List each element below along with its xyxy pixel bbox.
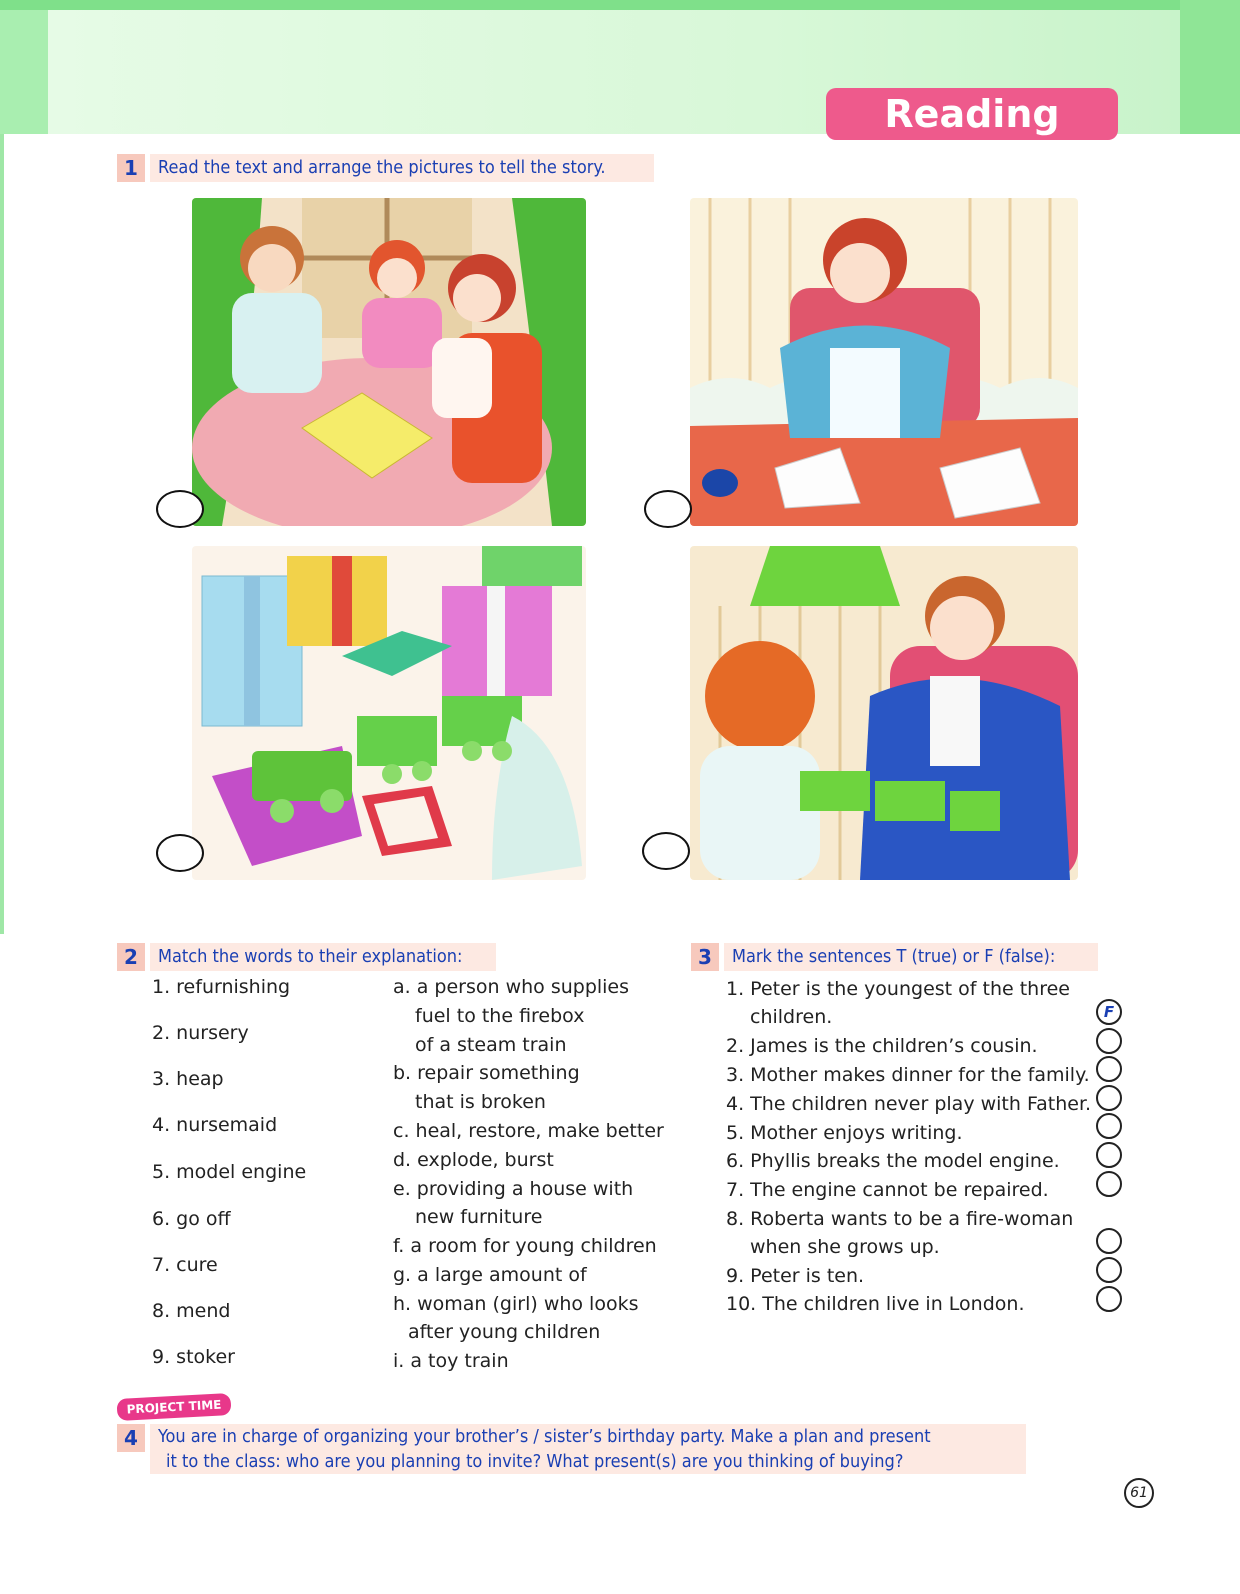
exercise-2-number: 2: [117, 943, 145, 971]
page-number: 61: [1124, 1478, 1154, 1508]
tf-sentence: 8. Roberta wants to be a fire-woman: [726, 1208, 1074, 1230]
tf-sentence: 3. Mother makes dinner for the family.: [726, 1064, 1090, 1086]
word-item: 2. nursery: [152, 1022, 249, 1044]
tf-answer-circle-7[interactable]: [1096, 1171, 1122, 1197]
explanation-line: f. a room for young children: [393, 1235, 657, 1257]
tf-answer-circle-1[interactable]: F: [1096, 999, 1122, 1025]
tf-sentence: 1. Peter is the youngest of the three: [726, 978, 1070, 1000]
project-line-1: You are in charge of organizing your brother’s / sister’s birthday party. Make a plan and present: [158, 1426, 931, 1447]
exercise-3-instruction: Mark the sentences T (true) or F (false):: [724, 943, 1098, 971]
explanation-line: e. providing a house with: [393, 1178, 634, 1200]
explanation-line: new furniture: [415, 1206, 543, 1228]
tf-answer-circle-9[interactable]: [1096, 1257, 1122, 1283]
tf-sentence: children.: [750, 1006, 833, 1028]
exercise-1-instruction: Read the text and arrange the pictures to tell the story.: [150, 154, 654, 182]
tf-sentence: 6. Phyllis breaks the model engine.: [726, 1150, 1060, 1172]
exercise-3-number: 3: [691, 943, 719, 971]
explanation-line: of a steam train: [415, 1034, 567, 1056]
picture-mother-writing: [690, 198, 1078, 526]
word-item: 4. nursemaid: [152, 1114, 278, 1136]
answer-circle-picture-4[interactable]: [642, 832, 690, 870]
answer-circle-picture-1[interactable]: [156, 490, 204, 528]
header-top-strip: [0, 0, 1240, 10]
tf-answer-circle-6[interactable]: [1096, 1142, 1122, 1168]
explanation-line: h. woman (girl) who looks: [393, 1293, 639, 1315]
explanation-line: fuel to the firebox: [415, 1005, 585, 1027]
tf-answer-circle-5[interactable]: [1096, 1113, 1122, 1139]
explanation-line: g. a large amount of: [393, 1264, 587, 1286]
header-right-strip: [1180, 0, 1240, 134]
tf-answer-circle-3[interactable]: [1096, 1056, 1122, 1082]
exercise-1-number: 1: [117, 154, 145, 182]
explanation-line: after young children: [408, 1321, 601, 1343]
word-item: 9. stoker: [152, 1346, 235, 1368]
project-time-tag: PROJECT TIME: [117, 1393, 232, 1421]
word-item: 8. mend: [152, 1300, 231, 1322]
tf-sentence: 9. Peter is ten.: [726, 1265, 865, 1287]
picture-father-boy: [690, 546, 1078, 880]
explanation-line: a. a person who supplies: [393, 976, 630, 998]
explanation-line: b. repair something: [393, 1062, 580, 1084]
project-line-2: it to the class: who are you planning to invite? What present(s) are you thinking of buying?: [166, 1451, 904, 1472]
picture-children-playing: [192, 198, 586, 526]
tf-sentence: 4. The children never play with Father.: [726, 1093, 1092, 1115]
tf-answer-circle-4[interactable]: [1096, 1085, 1122, 1111]
tf-sentence: 7. The engine cannot be repaired.: [726, 1179, 1049, 1201]
explanation-line: c. heal, restore, make better: [393, 1120, 664, 1142]
tf-answer-circle-10[interactable]: [1096, 1286, 1122, 1312]
answer-circle-picture-2[interactable]: [644, 490, 692, 528]
tf-sentence: 10. The children live in London.: [726, 1293, 1025, 1315]
word-item: 3. heap: [152, 1068, 224, 1090]
picture-presents-train: [192, 546, 586, 880]
word-item: 7. cure: [152, 1254, 218, 1276]
answer-circle-picture-3[interactable]: [156, 834, 204, 872]
explanation-line: d. explode, burst: [393, 1149, 554, 1171]
tf-sentence: 5. Mother enjoys writing.: [726, 1122, 963, 1144]
tf-sentence: when she grows up.: [750, 1236, 940, 1258]
tf-answer-circle-8[interactable]: [1096, 1228, 1122, 1254]
word-item: 1. refurnishing: [152, 976, 291, 998]
word-item: 5. model engine: [152, 1161, 307, 1183]
explanation-line: i. a toy train: [393, 1350, 509, 1372]
tf-sentence: 2. James is the children’s cousin.: [726, 1035, 1038, 1057]
exercise-4-number: 4: [117, 1424, 145, 1452]
word-item: 6. go off: [152, 1208, 231, 1230]
exercise-2-instruction: Match the words to their explanation:: [150, 943, 496, 971]
page-edge-strip: [0, 134, 4, 934]
page-title: Reading corner: [826, 88, 1118, 140]
exercise-4-instruction: [150, 1424, 1026, 1474]
explanation-line: that is broken: [415, 1091, 546, 1113]
tf-answer-circle-2[interactable]: [1096, 1028, 1122, 1054]
